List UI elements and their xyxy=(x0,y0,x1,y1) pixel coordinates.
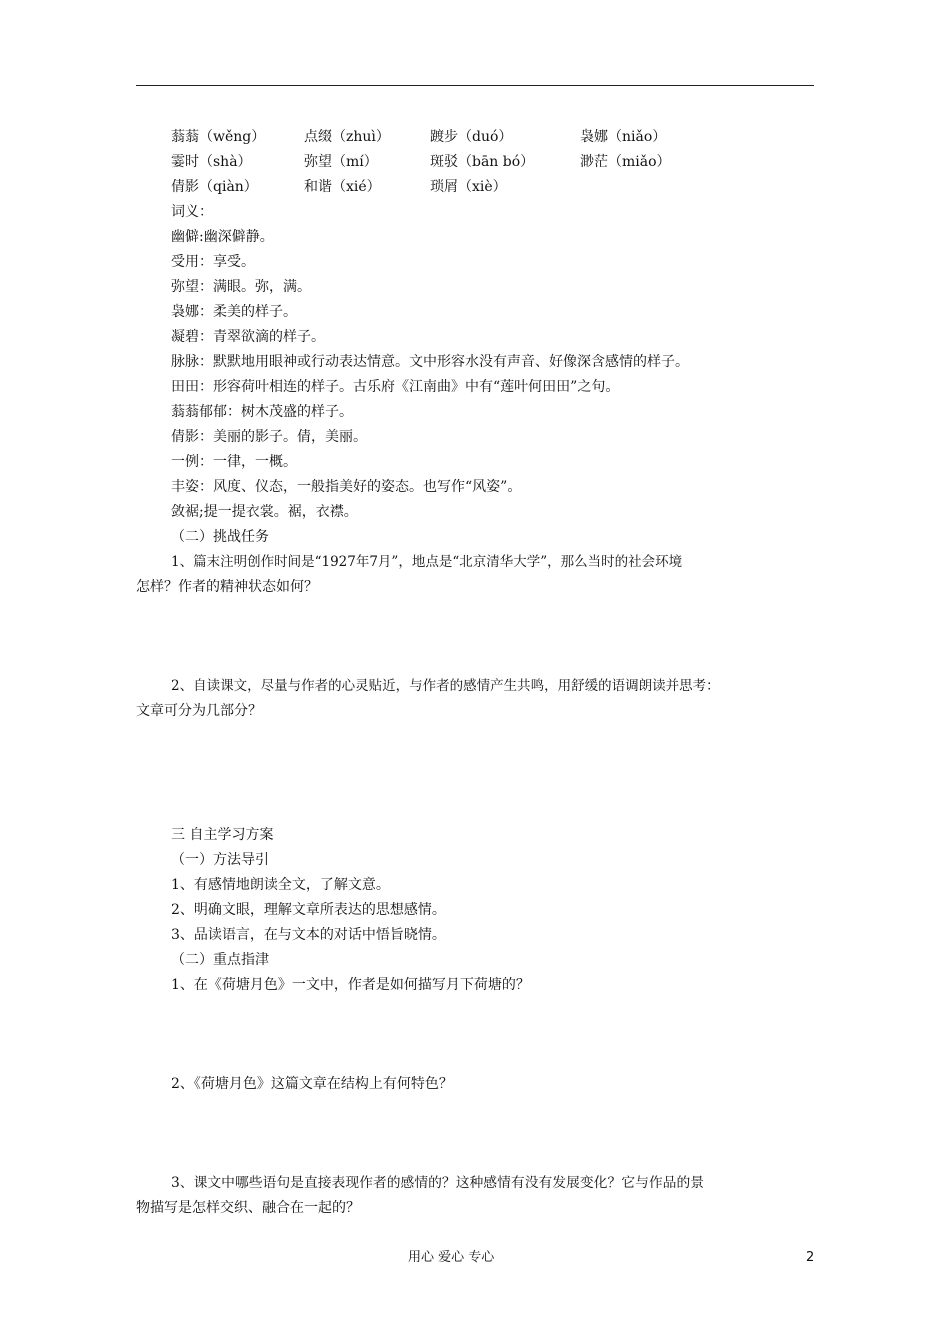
method-heading: （一）方法导引 xyxy=(171,852,269,868)
vocab-item: 脉脉：默默地用眼神或行动表达情意。文中形容水没有声音、好像深含感情的样子。 xyxy=(171,354,689,370)
vocab-item: 丰姿：风度、仪态，一般指美好的姿态。也写作“风姿”。 xyxy=(171,479,522,495)
vocab-item: 一例：一律，一概。 xyxy=(171,454,297,470)
pinyin-cell: 蓊蓊（wěng） xyxy=(171,129,266,145)
footer-motto: 用心 爱心 专心 xyxy=(408,1250,495,1265)
focus-question-3: 3、课文中哪些语句是直接表现作者的感情的？这种感情有没有发展变化？它与作品的景 xyxy=(171,1175,705,1191)
vocab-item: 田田：形容荷叶相连的样子。古乐府《江南曲》中有“莲叶何田田”之句。 xyxy=(171,379,620,395)
pinyin-cell: 袅娜（niǎo） xyxy=(580,129,667,145)
pinyin-cell: 琐屑（xiè） xyxy=(430,179,507,195)
challenge-question-2: 2、自读课文，尽量与作者的心灵贴近，与作者的感情产生共鸣，用舒缓的语调朗读并思考： xyxy=(171,678,720,694)
pinyin-cell: 斑驳（bān bó） xyxy=(430,154,535,170)
pinyin-cell: 点缀（zhuì） xyxy=(304,129,390,145)
section-title: 三 自主学习方案 xyxy=(171,827,274,843)
focus-question-1: 1、在《荷塘月色》一文中，作者是如何描写月下荷塘的？ xyxy=(171,977,530,993)
pinyin-cell: 和谐（xié） xyxy=(304,179,381,195)
vocab-item: 受用：享受。 xyxy=(171,254,255,270)
challenge-question-1: 1、篇末注明创作时间是“1927年7月”，地点是“北京清华大学”，那么当时的社会环境 xyxy=(171,554,683,570)
method-item: 2、明确文眼，理解文章所表达的思想感情。 xyxy=(171,902,446,918)
method-item: 3、品读语言，在与文本的对话中悟旨晓情。 xyxy=(171,927,446,943)
vocab-item: 倩影：美丽的影子。倩，美丽。 xyxy=(171,429,367,445)
vocab-item: 幽僻:幽深僻静。 xyxy=(171,229,274,245)
vocab-heading: 词义： xyxy=(171,204,213,220)
focus-question-2: 2、《荷塘月色》这篇文章在结构上有何特色？ xyxy=(171,1076,453,1092)
vocab-item: 敛裾;提一提衣裳。裾，衣襟。 xyxy=(171,504,358,520)
method-item: 1、有感情地朗读全文，了解文意。 xyxy=(171,877,390,893)
pinyin-cell: 霎时（shà） xyxy=(171,154,252,170)
vocab-item: 袅娜：柔美的样子。 xyxy=(171,304,297,320)
page-number: 2 xyxy=(806,1250,815,1265)
pinyin-cell: 弥望（mí） xyxy=(304,154,378,170)
focus-question-3-cont: 物描写是怎样交织、融合在一起的？ xyxy=(136,1200,360,1216)
challenge-question-1-cont: 怎样？作者的精神状态如何？ xyxy=(136,579,318,595)
challenge-question-2-cont: 文章可分为几部分？ xyxy=(136,703,262,719)
pinyin-cell: 倩影（qiàn） xyxy=(171,179,258,195)
vocab-item: 弥望：满眼。弥，满。 xyxy=(171,279,311,295)
pinyin-cell: 渺茫（miǎo） xyxy=(580,154,671,170)
challenge-heading: （二）挑战任务 xyxy=(171,529,269,545)
vocab-item: 凝碧：青翠欲滴的样子。 xyxy=(171,329,325,345)
pinyin-cell: 踱步（duó） xyxy=(430,129,513,145)
vocab-item: 蓊蓊郁郁：树木茂盛的样子。 xyxy=(171,404,353,420)
focus-heading: （二）重点指津 xyxy=(171,952,269,968)
